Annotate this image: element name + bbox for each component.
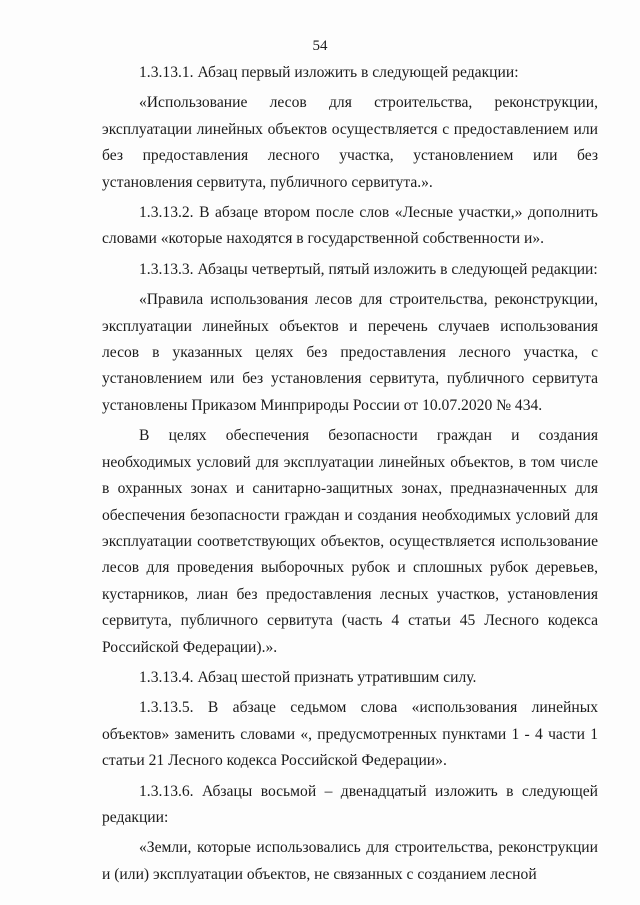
document-body bbox=[102, 60, 598, 892]
paragraph-1-3-13-6: 1.3.13.6. Абзацы восьмой – двенадцатый изложить в следующей редакции: bbox=[102, 782, 598, 826]
paragraph-quote-forest-use: «Использование лесов для строительства, реконструкции, эксплуатации линейных объектов осуществляется с предоставлением или без предоставления лесного участка, установлением или без установления сервитута, публичного сервитута.». bbox=[102, 94, 598, 191]
paragraph-1-3-13-2: 1.3.13.2. В абзаце втором после слов «Лесные участки,» дополнить словами «которые находятся в государственной собственности и». bbox=[102, 204, 598, 248]
paragraph-1-3-13-5: 1.3.13.5. В абзаце седьмом слова «использования линейных объектов» заменить словами «, предусмотренных пунктами 1 - 4 части 1 статьи 21 Лесного кодекса Российской Федерации». bbox=[102, 699, 598, 770]
paragraph-1-3-13-4: 1.3.13.4. Абзац шестой признать утратившим силу. bbox=[139, 668, 477, 686]
paragraph-quote-rules: «Правила использования лесов для строительства, реконструкции, эксплуатации линейных объектов и перечень случаев использования лесов в указанных целях без предоставления лесного участка, с установлением или без установления сервитута, публичного сервитута установлены Приказом Минприроды России от 10.07.2020 № 434. bbox=[102, 291, 598, 414]
paragraph-1-3-13-3: 1.3.13.3. Абзацы четвертый, пятый изложить в следующей редакции: bbox=[139, 260, 598, 278]
page-number: 54 bbox=[312, 38, 328, 54]
paragraph-quote-lands: «Земли, которые использовались для строительства, реконструкции и (или) эксплуатации объектов, не связанных с созданием лесной bbox=[102, 839, 598, 883]
paragraph-1-3-13-1: 1.3.13.1. Абзац первый изложить в следующей редакции: bbox=[139, 64, 519, 81]
paragraph-safety: В целях обеспечения безопасности граждан и создания необходимых условий для эксплуатации линейных объектов, в том числе в охранных зонах и санитарно-защитных зонах, предназначенных для обеспечения безопасности граждан и создания необходимых условий для эксплуатации соответствующих объектов, осуществляется использование лесов для проведения выборочных рубок и сплошных рубок деревьев, кустарников, лиан без предоставления лесных участков, установления сервитута, публичного сервитута (часть 4 статьи 45 Лесного кодекса Российской Федерации).». bbox=[102, 427, 598, 656]
